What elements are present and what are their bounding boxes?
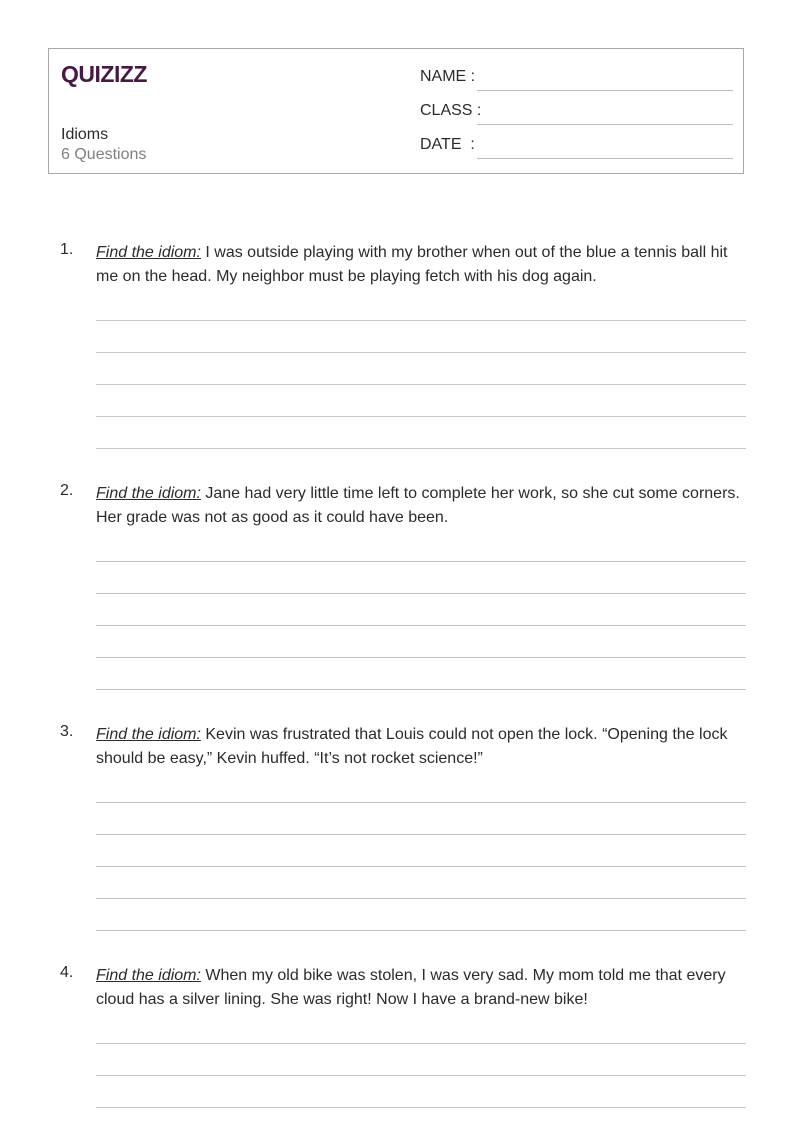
date-label: DATE : <box>420 136 475 153</box>
class-line[interactable] <box>477 124 733 125</box>
question-tag: Find the idiom: <box>96 726 201 743</box>
question-body: Kevin was frustrated that Louis could not open the lock. “Opening the lock should be easy,” Kevin huffed. “It’s not rocket science!” <box>96 726 728 767</box>
question-tag: Find the idiom: <box>96 485 201 502</box>
answer-line[interactable] <box>96 689 746 690</box>
question-text <box>96 723 748 771</box>
answer-line[interactable] <box>96 657 746 658</box>
name-field[interactable] <box>420 68 733 92</box>
name-line[interactable] <box>477 90 733 91</box>
answer-line[interactable] <box>96 866 746 867</box>
logo-brand-text: QUIZIZZ <box>61 61 147 87</box>
answer-line[interactable] <box>96 898 746 899</box>
answer-line[interactable] <box>96 834 746 835</box>
question-number: 3. <box>60 723 74 740</box>
quizizz-logo <box>61 59 153 89</box>
worksheet-header <box>48 48 744 174</box>
question-number: 1. <box>60 241 74 258</box>
question-number: 4. <box>60 964 74 981</box>
question-tag: Find the idiom: <box>96 967 201 984</box>
worksheet-title: Idioms <box>61 126 109 143</box>
answer-line[interactable] <box>96 1075 746 1076</box>
answer-line[interactable] <box>96 561 746 562</box>
quizizz-logo-mark <box>61 59 153 89</box>
date-field[interactable] <box>420 136 733 160</box>
answer-line[interactable] <box>96 625 746 626</box>
question-body: I was outside playing with my brother when out of the blue a tennis ball hit me on the head. My neighbor must be playing fetch with his dog again. <box>96 244 728 285</box>
answer-line[interactable] <box>96 416 746 417</box>
answer-line[interactable] <box>96 320 746 321</box>
question-text <box>96 964 748 1012</box>
question-tag: Find the idiom: <box>96 244 201 261</box>
class-field[interactable] <box>420 102 733 126</box>
question-body: When my old bike was stolen, I was very sad. My mom told me that every cloud has a silver lining. She was right! Now I have a brand-new bike! <box>96 967 726 1008</box>
answer-line[interactable] <box>96 802 746 803</box>
question-body: Jane had very little time left to complete her work, so she cut some corners. Her grade was not as good as it could have been. <box>96 485 740 526</box>
question-number: 2. <box>60 482 74 499</box>
question-text <box>96 482 748 530</box>
answer-line[interactable] <box>96 930 746 931</box>
date-line[interactable] <box>477 158 733 159</box>
answer-line[interactable] <box>96 593 746 594</box>
name-label: NAME : <box>420 68 476 85</box>
answer-line[interactable] <box>96 384 746 385</box>
question-text <box>96 241 748 289</box>
answer-line[interactable] <box>96 448 746 449</box>
answer-line[interactable] <box>96 1043 746 1044</box>
answer-line[interactable] <box>96 352 746 353</box>
class-label: CLASS : <box>420 102 482 119</box>
question-count: 6 Questions <box>61 146 147 163</box>
answer-line[interactable] <box>96 1107 746 1108</box>
